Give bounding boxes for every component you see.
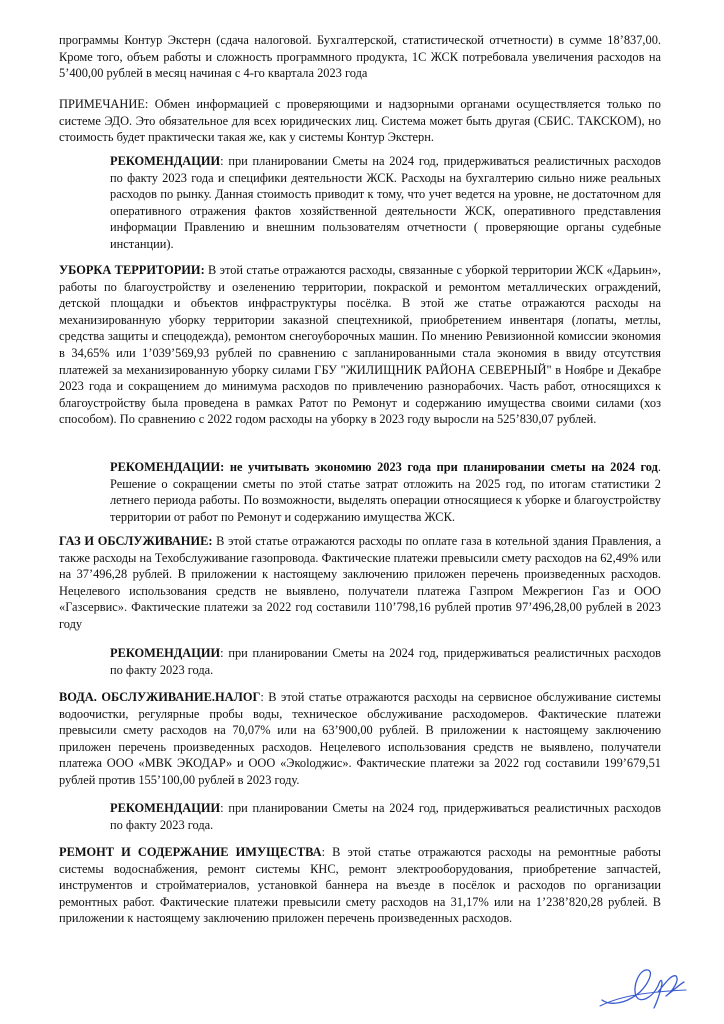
recommendation-label: РЕКОМЕНДАЦИИ xyxy=(110,646,221,660)
recommendation-gas: РЕКОМЕНДАЦИИ: при планировании Сметы на 2024 год, придерживаться реалистичных расходов по факту 2023 года. xyxy=(110,646,661,677)
recommendation-label: РЕКОМЕНДАЦИИ xyxy=(110,154,221,168)
paragraph-note-edo: ПРИМЕЧАНИЕ: Обмен информацией с проверяющими и надзорными органами осуществляется только по системе ЭДО. Это обязательное для всех юридических лиц. Система может быть другая (СБИС. ТАКСКОМ), но стоимость будет практически такая же, как у системы Контур Экстерн. xyxy=(59,97,661,145)
recommendation-territory: РЕКОМЕНДАЦИИ: не учитывать экономию 2023 года при планировании сметы на 2024 год. Решение о сокращении сметы по этой статье затрат отложить на 2025 год, по итогам статистики 2 летнего периода работы. По возможности, выделять операции относящиеся к уборке и благоустройству территории от работ по Ремонут и содержанию имущества ЖСК. xyxy=(110,460,661,524)
section-gas-service: ГАЗ И ОБСЛУЖИВАНИЕ: В этой статье отражаются расходы по оплате газа в котельной здания Правления, а также расходы на Техобслуживание газопровода. Фактические платежи превысили смету расходов на 62,49% или на 37’496,28 рублей. В приложении к настоящему заключению приложен перечень произведенных расходов. Нецелевого использования средств не выявлено, получатели платежа Газпром Межрегион Газ и ООО «Газсервис». Фактические платежи за 2022 год составили 110’798,16 рублей против 97’496,28,00 рублей в 2023 году xyxy=(59,534,661,631)
section-heading: ГАЗ И ОБСЛУЖИВАНИЕ: xyxy=(59,534,213,548)
section-heading: РЕМОНТ И СОДЕРЖАНИЕ ИМУЩЕСТВА xyxy=(59,845,322,859)
paragraph-accounting-software: программы Контур Экстерн (сдача налоговой. Бухгалтерской, статистической отчетности) в сумме 18’837,00. Кроме того, объем работы и сложность программного продукта, 1С ЖСК потребовала увеличения расходов на 5’400,00 рублей в месяц начиная с 4-го квартала 2023 года xyxy=(59,33,661,81)
recommendation-label: РЕКОМЕНДАЦИИ xyxy=(110,460,221,474)
section-territory-cleaning: УБОРКА ТЕРРИТОРИИ: В этой статье отражаются расходы, связанные с уборкой территории ЖСК «Дарьин», работы по благоустройству и озеленению территории, покраской и ремонтом металлических ограждений, детской площадки и объектов инфраструктуры посёлка. В этой же статье отражаются расходы на механизированную уборку территории заказной спецтехникой, приобретением инвентаря (лопаты, метлы, средства защиты и спецодежда), ремонтом снегоуборочных машин. По мнению Ревизионной комиссии экономия в 34,65% или 1’039’569,93 рублей по сравнению с запланированными стала экономия в ввиду отсутствия платежей за механизированную уборку силами ГБУ "ЖИЛИЩНИК РАЙОНА СЕВЕРНЫЙ" в Ноябре и Декабре 2023 года и сокращением до минимума расходов по привлечению разнорабочих. Часть работ, относящихся к благоустройству была проведена в рамках Ратот по Ремонут и содержанию имущества своими силами (хоз способом). По сравнению с 2022 годом расходы на уборку в 2023 году выросли на 525’830,07 рублей. xyxy=(59,263,662,427)
section-heading: УБОРКА ТЕРРИТОРИИ: xyxy=(59,263,205,277)
recommendation-accounting: РЕКОМЕНДАЦИИ: при планировании Сметы на 2024 год, придерживаться реалистичных расходов по факту 2023 года и специфики деятельности ЖСК. Расходы на бухгалтерию сильно ниже реальных расходов по рынку. Данная стоимость приводит к тому, что учет ведется на уровне, не достаточном для оперативного отражения фактов хозяйственной деятельности ЖСК, оперативного представления информации Правлению и внешним пользователям отчетности ( проверяющие органы судебные инстанции). xyxy=(110,154,661,251)
section-repair-maintenance: РЕМОНТ И СОДЕРЖАНИЕ ИМУЩЕСТВА: В этой статье отражаются расходы на ремонтные работы системы водоснабжения, ремонт системы КНС, ремонт электрооборудования, приобретение запчастей, инструментов и стройматериалов, установкой баннера на въезде в посёлок и расходов по организации ремонтных работ. Фактические платежи превысили смету расходов на 31,17% или на 1’238’820,28 рублей. В приложении к настоящему заключению приложен перечень произведенных расходов. xyxy=(59,845,661,926)
recommendation-water: РЕКОМЕНДАЦИИ: при планировании Сметы на 2024 год, придерживаться реалистичных расходов по факту 2023 года. xyxy=(110,801,661,832)
section-heading: ВОДА. ОБСЛУЖИВАНИЕ.НАЛОГ xyxy=(59,690,261,704)
recommendation-label: РЕКОМЕНДАЦИИ xyxy=(110,801,221,815)
handwritten-signature xyxy=(596,962,690,1012)
recommendation-emphasis: : не учитывать экономию 2023 года при планировании сметы на 2024 год xyxy=(220,460,658,474)
section-water-service: ВОДА. ОБСЛУЖИВАНИЕ.НАЛОГ: В этой статье отражаются расходы на сервисное обслуживание системы водоочистки, регулярные пробы воды, техническое обслуживание расходомеров. Фактические платежи превысили смету расходов на 70,07% или на 63’900,00 рублей. В приложении к настоящему заключению приложен перечень произведенных расходов. Нецелевого использования средств не выявлено, получатели платежа ООО «МВК ЭКОДАР» и ООО «Экоlоджис». Фактические платежи за 2022 год составили 199’679,51 рублей против 155’100,00 рублей в 2023 году. xyxy=(59,690,661,787)
